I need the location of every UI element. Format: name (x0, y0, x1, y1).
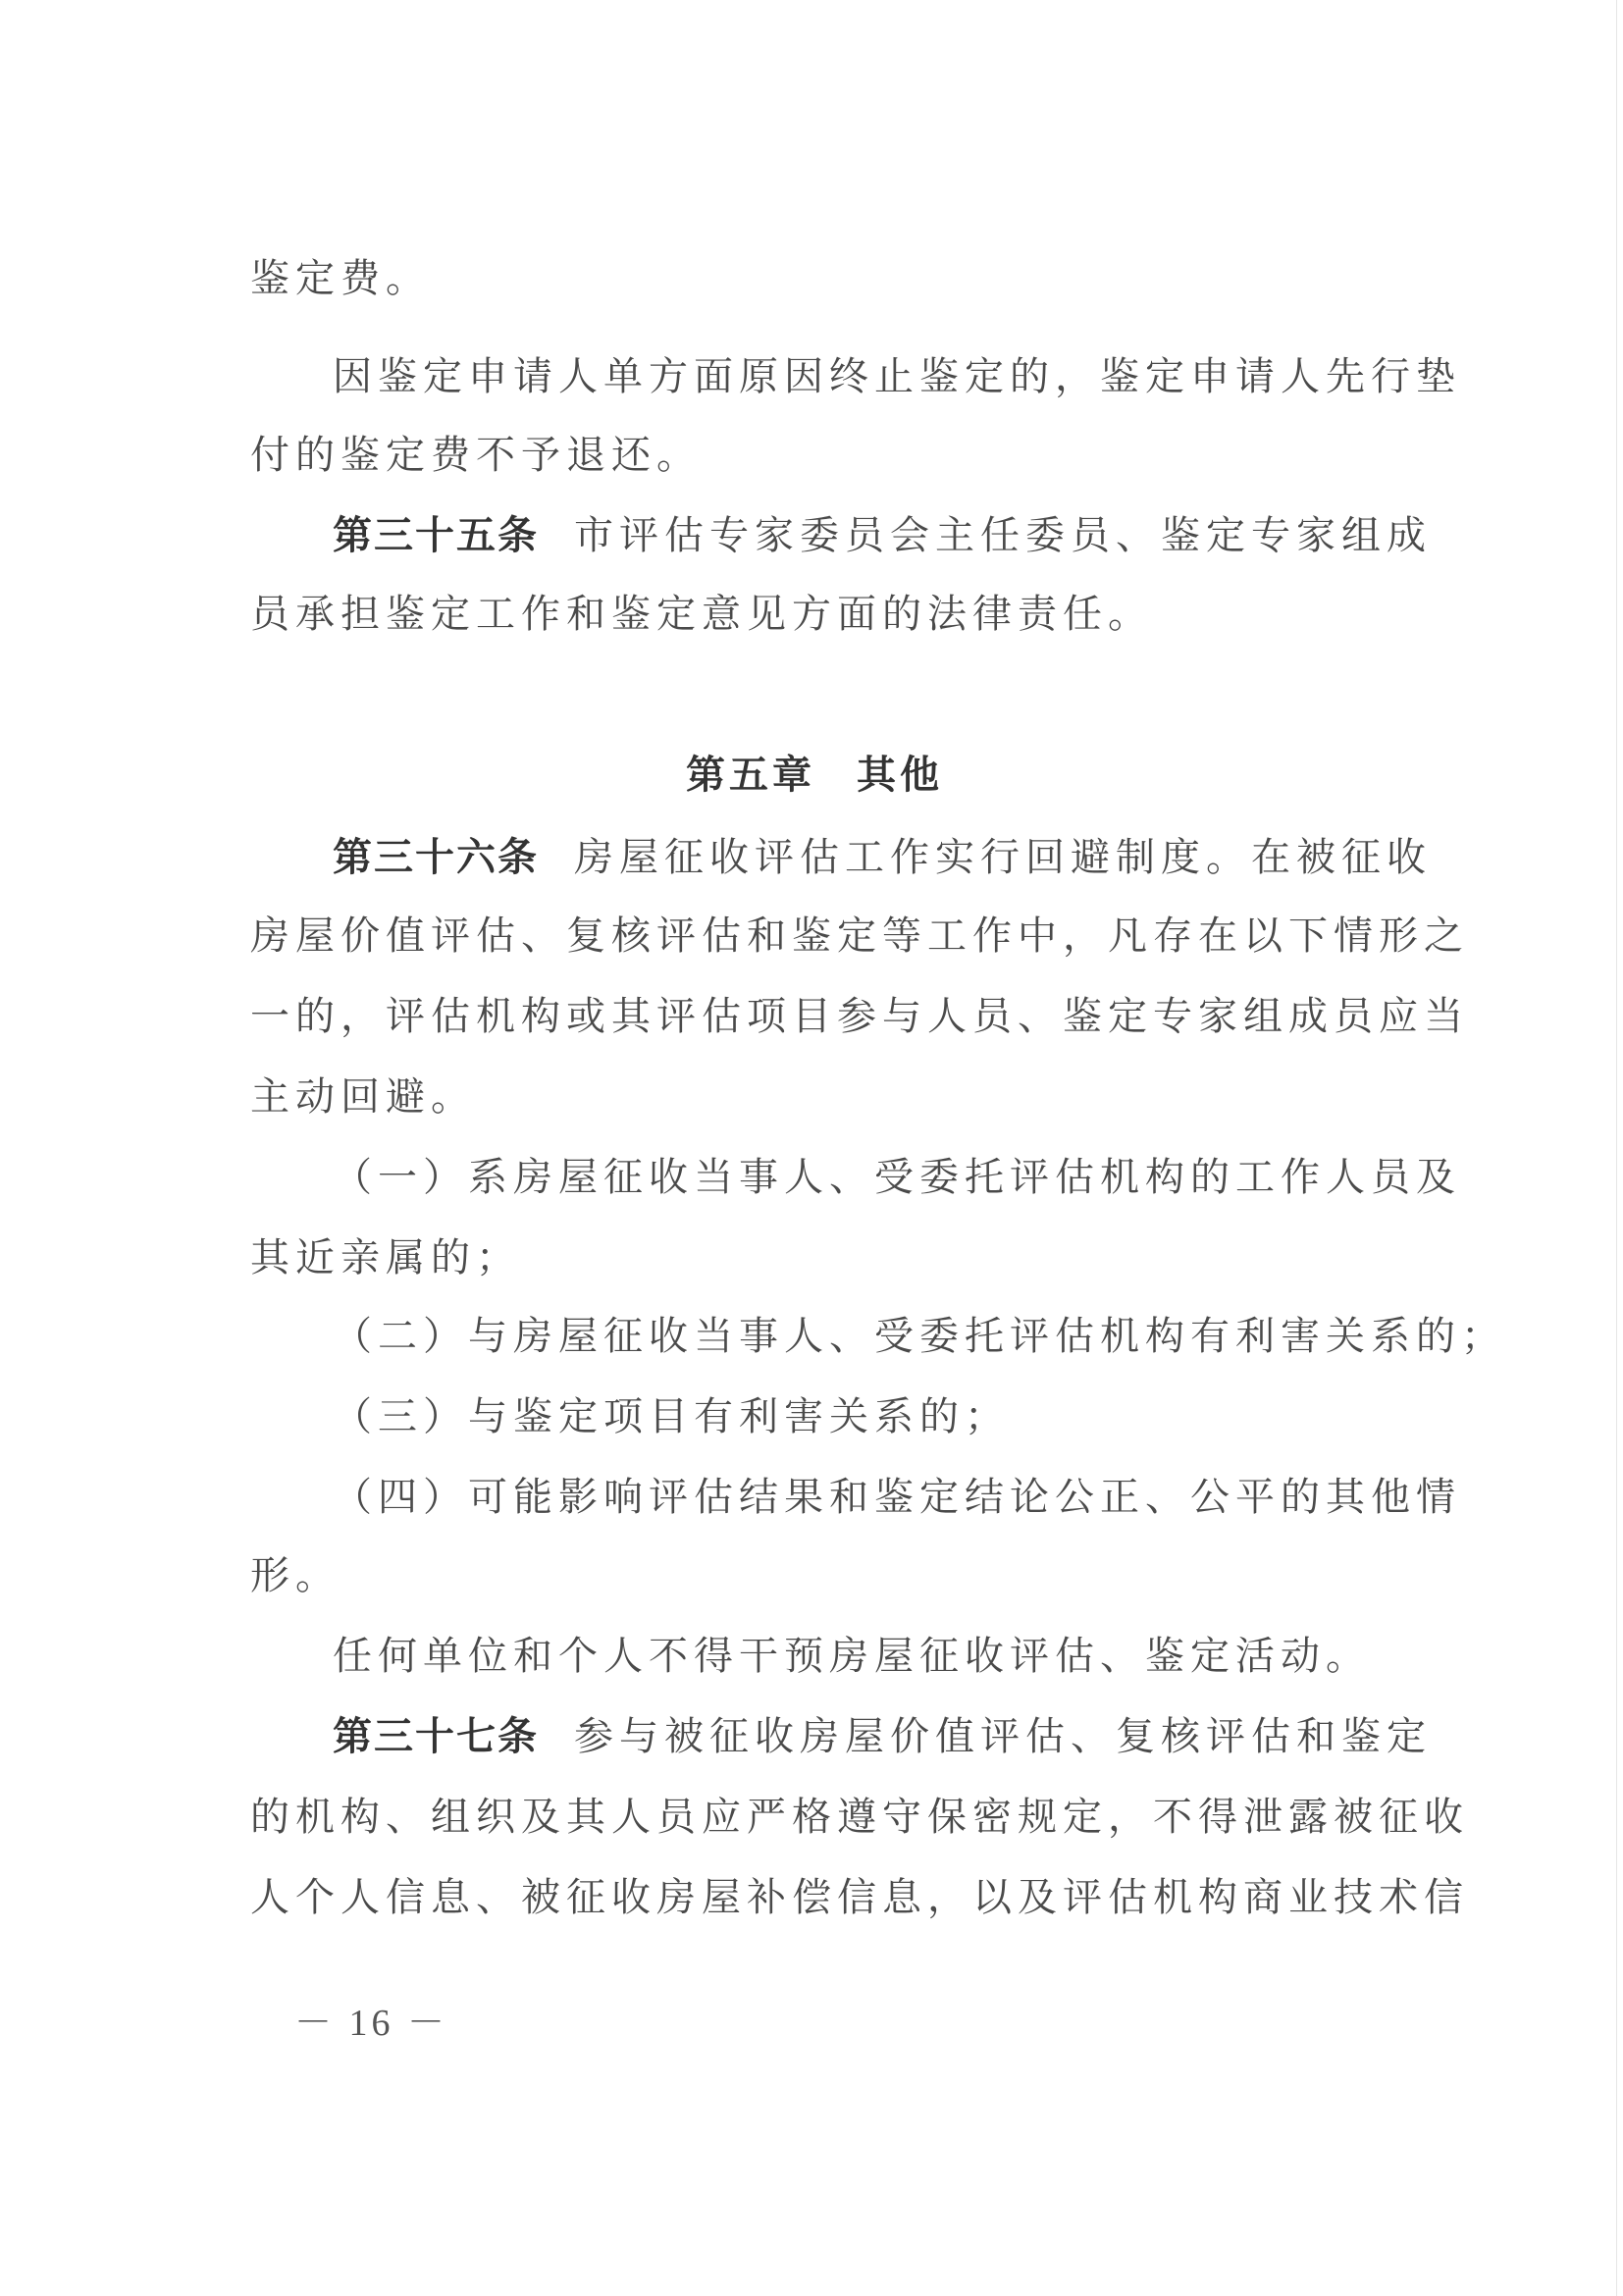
article-35-label: 第三十五条 (333, 513, 539, 558)
text-line: 参与被征收房屋价值评估、复核评估和鉴定 (574, 1714, 1432, 1759)
page-number: － 16 － (294, 2003, 449, 2044)
text-line: 一的，评估机构或其评估项目参与人员、鉴定专家组成员应当 (250, 994, 1469, 1039)
chapter-heading (250, 752, 1379, 799)
chapter-title: 其他 (857, 753, 943, 798)
text-line: 付的鉴定费不予退还。 (250, 433, 702, 478)
article-35-paragraph (333, 512, 1432, 559)
scan-edge (1616, 0, 1617, 2296)
article-36-paragraph (333, 834, 1432, 881)
chapter-number: 第五章 (686, 753, 815, 798)
text-line: 房屋价值评估、复核评估和鉴定等工作中，凡存在以下情形之 (250, 913, 1469, 959)
text-line: 形。 (250, 1553, 340, 1598)
list-item: （四）可能影响评估结果和鉴定结论公正、公平的其他情 (333, 1475, 1461, 1520)
text-line: 其近亲属的； (250, 1235, 521, 1280)
text-line: 员承担鉴定工作和鉴定意见方面的法律责任。 (250, 592, 1153, 637)
article-37-label: 第三十七条 (333, 1714, 539, 1759)
text-line: 房屋征收评估工作实行回避制度。在被征收 (574, 835, 1432, 880)
text-line: 任何单位和个人不得干预房屋征收评估、鉴定活动。 (333, 1634, 1371, 1679)
article-36-label: 第三十六条 (333, 835, 539, 880)
text-line: 鉴定费。 (250, 256, 431, 301)
list-item: （一）系房屋征收当事人、受委托评估机构的工作人员及 (333, 1155, 1461, 1200)
text-line: 人个人信息、被征收房屋补偿信息，以及评估机构商业技术信 (250, 1875, 1469, 1920)
list-item: （二）与房屋征收当事人、受委托评估机构有利害关系的； (333, 1314, 1506, 1359)
text-line: 市评估专家委员会主任委员、鉴定专家组成 (574, 513, 1432, 558)
article-37-paragraph (333, 1713, 1432, 1760)
text-line: 的机构、组织及其人员应严格遵守保密规定，不得泄露被征收 (250, 1795, 1469, 1840)
list-item: （三）与鉴定项目有利害关系的； (333, 1394, 1010, 1439)
text-line: 因鉴定申请人单方面原因终止鉴定的，鉴定申请人先行垫 (333, 354, 1461, 399)
text-line: 主动回避。 (250, 1074, 476, 1120)
